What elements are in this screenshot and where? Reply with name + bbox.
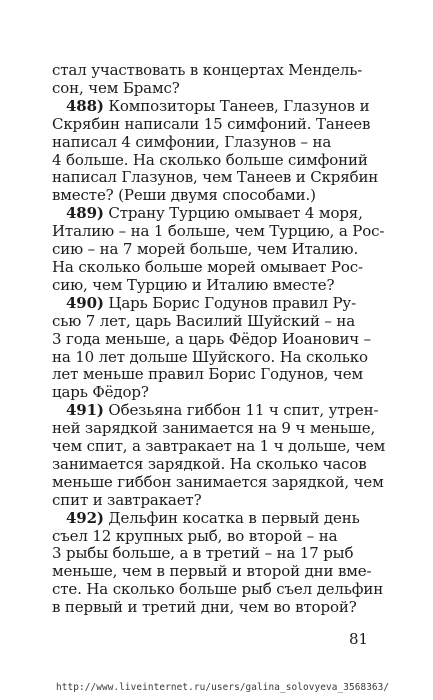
text-line (52, 116, 388, 134)
problem-first-line (52, 402, 388, 420)
problem-number: 488) (66, 96, 104, 115)
text-line (52, 528, 388, 546)
text-line (52, 563, 388, 581)
problem-first-line (52, 295, 388, 313)
line-text: Композиторы Танеев, Глазунов и (103, 96, 370, 115)
text-line (52, 259, 388, 277)
line-text: Страну Турцию омывает 4 моря, (103, 204, 363, 223)
text-line (52, 456, 388, 474)
text-line (52, 349, 388, 367)
line-text: Италию – на 1 больше, чем Турцию, а Рос- (52, 222, 385, 241)
text-line (52, 277, 388, 295)
problem-number: 491) (66, 401, 104, 420)
problem-first-line (52, 98, 388, 116)
problem-first-line (52, 510, 388, 528)
line-text: сте. На сколько больше рыб съел дельфин (52, 580, 384, 599)
line-text: спит и завтракает? (52, 490, 202, 509)
line-text: царь Фёдор? (52, 383, 149, 402)
line-text: сон, чем Брамс? (52, 78, 180, 97)
text-line (52, 492, 388, 510)
text-line (52, 187, 388, 205)
problem-number: 489) (66, 204, 104, 223)
line-text: 3 рыбы больше, а в третий – на 17 рыб (52, 544, 354, 563)
line-text: меньше, чем в первый и второй дни вме- (52, 562, 372, 581)
line-text: ней зарядкой занимается на 9 ч меньше, (52, 419, 376, 438)
page-number: 81 (349, 630, 369, 648)
line-text: Дельфин косатка в первый день (103, 508, 360, 527)
page-body-text (52, 62, 388, 617)
text-line (52, 223, 388, 241)
text-line (52, 581, 388, 599)
line-text: сию – на 7 морей больше, чем Италию. (52, 240, 359, 259)
line-text: занимается зарядкой. На сколько часов (52, 454, 367, 473)
text-line (52, 62, 388, 80)
line-text: написал 4 симфонии, Глазунов – на (52, 132, 332, 151)
text-line (52, 474, 388, 492)
line-text: Скрябин написали 15 симфоний. Танеев (52, 114, 371, 133)
text-line (52, 420, 388, 438)
text-line (52, 331, 388, 349)
line-text: 4 больше. На сколько больше симфоний (52, 150, 368, 169)
line-text: сию, чем Турцию и Италию вместе? (52, 275, 335, 294)
line-text: съел 12 крупных рыб, во второй – на (52, 526, 338, 545)
line-text: На сколько больше морей омывает Рос- (52, 257, 363, 276)
line-text: написал Глазунов, чем Танеев и Скрябин (52, 168, 379, 187)
line-text: 3 года меньше, а царь Фёдор Иоанович – (52, 329, 372, 348)
line-text: чем спит, а завтракает на 1 ч дольше, чем (52, 437, 386, 456)
line-text: Царь Борис Годунов правил Ру- (103, 293, 356, 312)
line-text: сью 7 лет, царь Василий Шуйский – на (52, 311, 356, 330)
line-text: в первый и третий дни, чем во второй? (52, 598, 357, 617)
line-text: меньше гиббон занимается зарядкой, чем (52, 472, 384, 491)
text-line (52, 599, 388, 617)
text-line (52, 80, 388, 98)
text-line (52, 313, 388, 331)
text-line (52, 169, 388, 187)
text-line (52, 152, 388, 170)
problem-first-line (52, 205, 388, 223)
text-line (52, 241, 388, 259)
line-text: Обезьяна гиббон 11 ч спит, утрен- (103, 401, 379, 420)
problem-number: 492) (66, 508, 104, 527)
line-text: вместе? (Реши двумя способами.) (52, 186, 316, 205)
text-line (52, 366, 388, 384)
text-line (52, 438, 388, 456)
text-line (52, 134, 388, 152)
watermark-url: http://www.liveinternet.ru/users/galina_solovyeva_3568363/ (56, 682, 390, 693)
text-line (52, 545, 388, 563)
line-text: на 10 лет дольше Шуйского. На сколько (52, 347, 368, 366)
line-text: лет меньше правил Борис Годунов, чем (52, 365, 363, 384)
text-line (52, 384, 388, 402)
line-text: стал участвовать в концертах Мендель- (52, 61, 363, 79)
problem-number: 490) (66, 293, 104, 312)
